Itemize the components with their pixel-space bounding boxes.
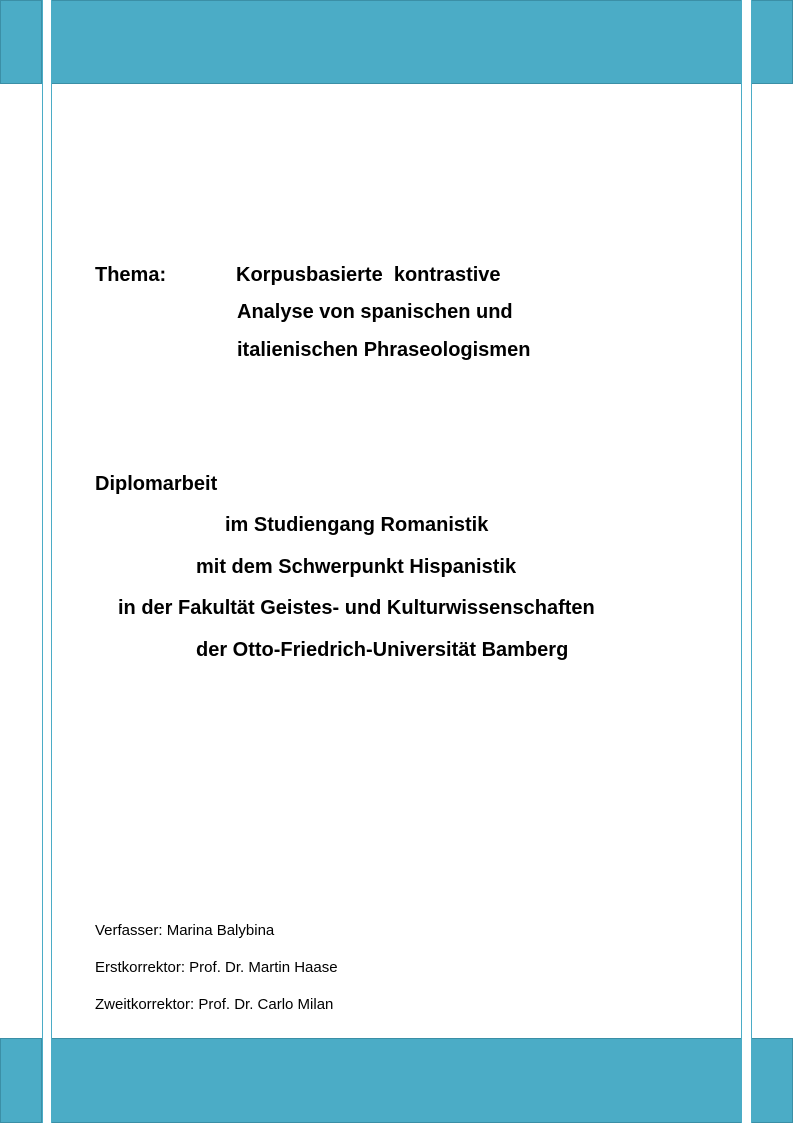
left-inner-border-line [51,0,52,1123]
bottom-right-band [751,1038,793,1123]
right-inner-border-line [741,0,742,1123]
topic-line-3: italienischen Phraseologismen [237,339,531,361]
thesis-line-3: in der Fakultät Geistes- und Kulturwissenschaften [118,597,595,619]
thesis-heading: Diplomarbeit [95,473,218,495]
thesis-line-4: der Otto-Friedrich-Universität Bamberg [196,639,569,661]
bottom-left-band [0,1038,42,1123]
right-outer-border-line [751,0,752,1123]
author-line: Verfasser: Marina Balybina [95,922,275,939]
topic-line-2: Analyse von spanischen und [237,301,513,323]
top-center-band [51,0,742,84]
top-left-band [0,0,42,84]
top-right-band [751,0,793,84]
thesis-line-2: mit dem Schwerpunkt Hispanistik [196,556,517,578]
second-examiner-line: Zweitkorrektor: Prof. Dr. Carlo Milan [95,996,334,1013]
thesis-line-1: im Studiengang Romanistik [225,514,489,536]
first-examiner-line: Erstkorrektor: Prof. Dr. Martin Haase [95,959,338,976]
topic-line-1: Korpusbasierte kontrastive [236,264,501,286]
topic-label: Thema: [95,264,167,286]
bottom-center-band [51,1038,742,1123]
left-outer-border-line [42,0,43,1123]
